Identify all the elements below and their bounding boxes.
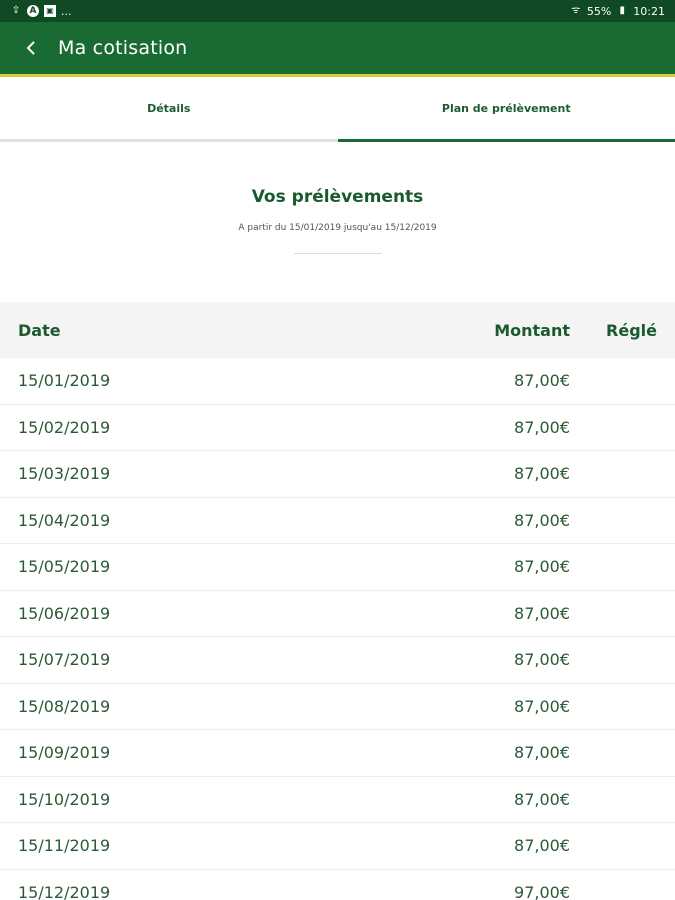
tab-bar: [0, 77, 675, 142]
section-header: [0, 142, 675, 302]
tab-payment-plan[interactable]: Plan de prélèvement: [338, 77, 675, 139]
row-date: 15/07/2019: [18, 650, 111, 670]
row-amount: 87,00€: [514, 650, 570, 670]
table-row: [0, 405, 675, 452]
row-amount: 87,00€: [514, 743, 570, 763]
table-row: [0, 684, 675, 731]
back-button[interactable]: [18, 34, 46, 62]
row-amount: 97,00€: [514, 882, 570, 900]
row-amount: 87,00€: [514, 696, 570, 716]
section-title: Vos prélèvements: [251, 187, 424, 207]
row-date: 15/02/2019: [18, 417, 111, 437]
chevron-left-icon: [25, 40, 39, 56]
row-date: 15/09/2019: [18, 743, 111, 763]
row-amount: 87,00€: [514, 417, 570, 437]
clock: 10:21: [633, 4, 665, 18]
row-amount: 87,00€: [514, 836, 570, 856]
battery-percent: 55%: [586, 4, 612, 18]
row-amount: 87,00€: [514, 789, 570, 809]
table-row: [0, 870, 675, 900]
table-row: [0, 591, 675, 638]
table-row: [0, 637, 675, 684]
page-title: Ma cotisation: [58, 37, 188, 59]
table-row: [0, 730, 675, 777]
row-amount: 87,00€: [514, 510, 570, 530]
battery-icon: ▮: [619, 5, 626, 16]
app-bar: [0, 22, 675, 77]
upload-icon: ⇪: [11, 5, 21, 16]
more-icon: ...: [61, 4, 72, 18]
header-date: Date: [18, 320, 61, 340]
row-date: 15/12/2019: [18, 882, 111, 900]
table-row: [0, 358, 675, 405]
table-row: [0, 777, 675, 824]
row-date: 15/05/2019: [18, 557, 111, 577]
table-header: [0, 302, 675, 358]
row-date: 15/03/2019: [18, 464, 111, 484]
table-row: [0, 451, 675, 498]
payments-table: [0, 302, 675, 900]
status-bar: [0, 0, 675, 22]
header-settled: Réglé: [606, 320, 657, 340]
row-amount: 87,00€: [514, 464, 570, 484]
row-date: 15/11/2019: [18, 836, 111, 856]
row-date: 15/08/2019: [18, 696, 111, 716]
row-date: 15/10/2019: [18, 789, 111, 809]
image-icon: ▣: [44, 5, 56, 17]
row-amount: 87,00€: [514, 603, 570, 623]
row-date: 15/01/2019: [18, 371, 111, 391]
divider: [294, 253, 382, 254]
row-date: 15/04/2019: [18, 510, 111, 530]
tab-details[interactable]: Détails: [147, 101, 191, 115]
row-date: 15/06/2019: [18, 603, 111, 623]
table-row: [0, 498, 675, 545]
section-subtitle: A partir du 15/01/2019 jusqu'au 15/12/2019: [238, 223, 437, 233]
row-amount: 87,00€: [514, 371, 570, 391]
table-row: [0, 823, 675, 870]
status-bar-right: [570, 5, 665, 18]
row-amount: 87,00€: [514, 557, 570, 577]
wifi-icon: ᯤ: [571, 5, 581, 16]
header-amount: Montant: [494, 320, 570, 340]
table-body: [0, 358, 675, 900]
app-icon: A: [27, 5, 39, 17]
status-bar-left: [10, 5, 72, 18]
table-row: [0, 544, 675, 591]
